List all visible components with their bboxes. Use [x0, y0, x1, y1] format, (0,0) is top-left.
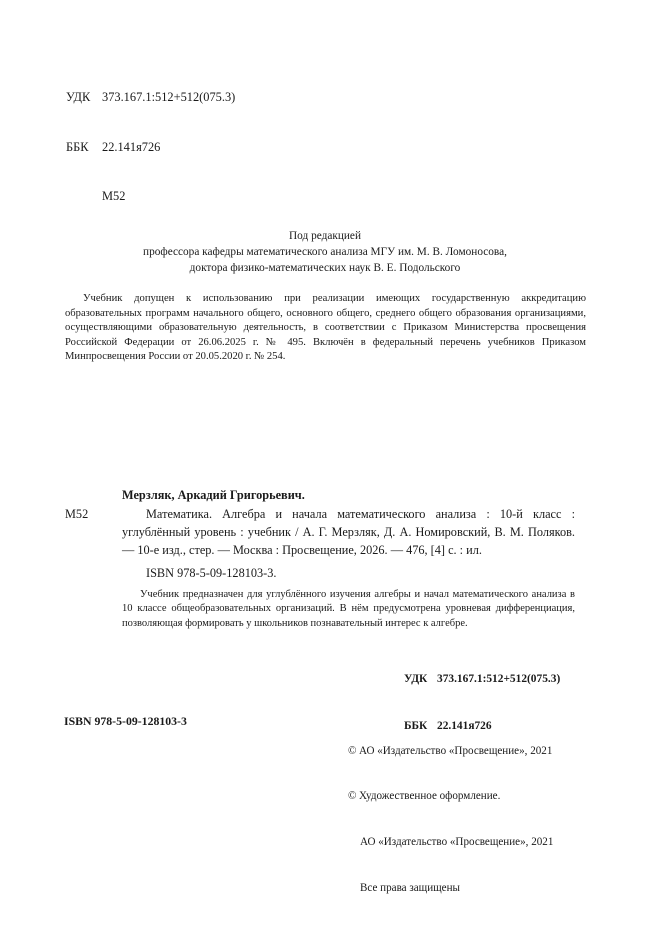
bbk-label-top: ББК: [66, 139, 89, 154]
biblio-description-row: [65, 504, 575, 560]
editorial-credit: [65, 228, 585, 277]
editorial-line-3: доктора физико-математических наук В. Е. Подольского: [189, 262, 461, 275]
udk-label-top: УДК: [66, 90, 91, 104]
udk-row-top: [66, 89, 235, 106]
copyright-mark-icon: ©: [348, 744, 357, 757]
biblio-description: Математика. Алгебра и начала математического анализа : 10-й класс : углублённый уровень : учебник / А. Г. Мерзляк, Д. А. Номировский, В. М. Поляков. — 10-е изд., стер. — Москва : Просвещение, 2026. — 476, [4] с. : ил.: [122, 507, 575, 558]
copyright-line-3: АО «Издательство «Просвещение», 2021: [360, 836, 554, 849]
udk-value-bottom: 373.167.1:512+512(075.3): [437, 673, 561, 686]
author-sign-value: М52: [102, 189, 126, 203]
bbk-label-bottom: ББК: [404, 719, 428, 732]
biblio-sigil: М52: [65, 507, 89, 521]
editorial-line-2: профессора кафедры математического анализа МГУ им. М. В. Ломоносова,: [143, 246, 507, 259]
bbk-value-bottom: 22.141я726: [437, 719, 492, 732]
copyright-line-1-text: АО «Издательство «Просвещение», 2021: [359, 744, 553, 757]
biblio-author-heading: Мерзляк, Аркадий Григорьевич.: [122, 488, 305, 502]
udk-row-bottom: [404, 672, 560, 688]
copyright-mark-icon-2: ©: [348, 790, 357, 803]
biblio-isbn: ISBN 978-5-09-128103-3.: [146, 565, 277, 580]
udk-value-top: 373.167.1:512+512(075.3): [102, 90, 236, 104]
udk-label-bottom: УДК: [404, 673, 428, 686]
editorial-line-1: Под редакцией: [289, 230, 361, 242]
bbk-value-top: 22.141я726: [102, 139, 161, 154]
bibliographic-record: [65, 487, 575, 631]
bbk-row-top: [66, 139, 235, 156]
author-sign-row: [66, 188, 235, 205]
copyright-line-2-text: Художественное оформление.: [359, 790, 501, 803]
footer-isbn: ISBN 978-5-09-128103-3: [64, 714, 187, 728]
classification-codes-top: [66, 56, 235, 238]
biblio-annotation: Учебник предназначен для углублённого изучения алгебры и начал математического анализа в 10 классе общеобразовательных организаций. В нём предусмотрена уровневая дифференциация, позволяющая формировать у школьников познавательный интерес к алгебре.: [122, 588, 575, 629]
copyright-line-1: [348, 744, 553, 759]
accreditation-statement: Учебник допущен к использованию при реализации имеющих государственную аккредитацию образовательных программ начального общего, основного общего, среднего общего образования организациями, осуществляющими образовательную деятельность, в соответствии с Приказом Министерства просвещения Российской Федерации от 26.06.2025 г. № 495. Включён в федеральный перечень учебников Приказом Минпросвещения России от 20.05.2020 г. № 254.: [65, 293, 586, 363]
copyright-line-4: Все права защищены: [360, 882, 460, 895]
copyright-block: [348, 713, 553, 927]
copyright-line-2: [348, 789, 553, 804]
